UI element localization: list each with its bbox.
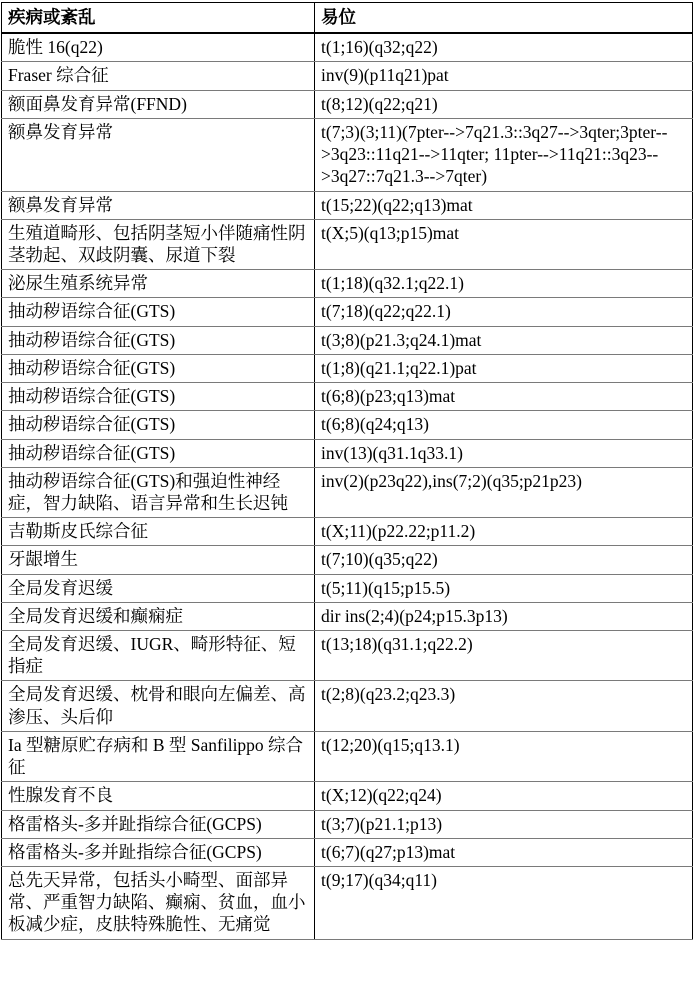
cell-disorder: 总先天异常，包括头小畸型、面部异常、严重智力缺陷、癫痫、贫血，血小板减少症，皮肤特殊脆性、无痛觉 [2, 867, 315, 940]
cell-disorder: 吉勒斯皮氏综合征 [2, 518, 315, 546]
cell-disorder: 格雷格头-多并趾指综合征(GCPS) [2, 838, 315, 866]
cell-translocation: t(15;22)(q22;q13)mat [315, 191, 693, 219]
table-row [2, 62, 693, 90]
table-row [2, 90, 693, 118]
table-row [2, 782, 693, 810]
cell-disorder: 性腺发育不良 [2, 782, 315, 810]
cell-disorder: 脆性 16(q22) [2, 33, 315, 62]
table-body [2, 33, 693, 939]
table-row [2, 33, 693, 62]
cell-disorder: 全局发育迟缓和癫痫症 [2, 602, 315, 630]
cell-disorder: 生殖道畸形、包括阴茎短小伴随痛性阴茎勃起、双歧阴囊、尿道下裂 [2, 219, 315, 269]
cell-disorder: 抽动秽语综合征(GTS) [2, 439, 315, 467]
cell-translocation: t(3;7)(p21.1;p13) [315, 810, 693, 838]
cell-translocation: t(9;17)(q34;q11) [315, 867, 693, 940]
cell-translocation: t(5;11)(q15;p15.5) [315, 574, 693, 602]
table-row [2, 631, 693, 681]
cell-disorder: 抽动秽语综合征(GTS)和强迫性神经症，智力缺陷、语言异常和生长迟钝 [2, 467, 315, 517]
table-row [2, 219, 693, 269]
cell-translocation: t(6;7)(q27;p13)mat [315, 838, 693, 866]
table-header-row [2, 3, 693, 34]
table-row [2, 681, 693, 731]
cell-translocation: t(X;12)(q22;q24) [315, 782, 693, 810]
cell-translocation: t(7;10)(q35;q22) [315, 546, 693, 574]
table-row [2, 439, 693, 467]
cell-disorder: 额面鼻发育异常(FFND) [2, 90, 315, 118]
table-row [2, 354, 693, 382]
cell-disorder: 抽动秽语综合征(GTS) [2, 354, 315, 382]
cell-translocation: t(X;5)(q13;p15)mat [315, 219, 693, 269]
cell-disorder: 全局发育迟缓 [2, 574, 315, 602]
column-header-translocation: 易位 [315, 3, 693, 34]
cell-disorder: 格雷格头-多并趾指综合征(GCPS) [2, 810, 315, 838]
cell-translocation: inv(13)(q31.1q33.1) [315, 439, 693, 467]
cell-translocation: dir ins(2;4)(p24;p15.3p13) [315, 602, 693, 630]
table-row [2, 731, 693, 781]
table-row [2, 118, 693, 191]
table-row [2, 574, 693, 602]
cell-translocation: t(3;8)(p21.3;q24.1)mat [315, 326, 693, 354]
cell-translocation: t(X;11)(p22.22;p11.2) [315, 518, 693, 546]
table-row [2, 467, 693, 517]
cell-translocation: t(6;8)(q24;q13) [315, 411, 693, 439]
table-row [2, 838, 693, 866]
cell-translocation: t(7;3)(3;11)(7pter-->7q21.3::3q27-->3qter;3pter-->3q23::11q21-->11qter; 11pter-->11q21::3q23-->3q27::7q21.3-->7qter) [315, 118, 693, 191]
cell-disorder: Ia 型糖原贮存病和 B 型 Sanfilippo 综合征 [2, 731, 315, 781]
table-row [2, 810, 693, 838]
cell-translocation: inv(9)(p11q21)pat [315, 62, 693, 90]
column-header-disorder: 疾病或紊乱 [2, 3, 315, 34]
cell-translocation: t(13;18)(q31.1;q22.2) [315, 631, 693, 681]
cell-translocation: t(1;8)(q21.1;q22.1)pat [315, 354, 693, 382]
cell-disorder: 全局发育迟缓、枕骨和眼向左偏差、高渗压、头后仰 [2, 681, 315, 731]
disorder-translocation-table [1, 2, 693, 940]
table-row [2, 602, 693, 630]
table-header [2, 3, 693, 34]
cell-disorder: 抽动秽语综合征(GTS) [2, 326, 315, 354]
table-row [2, 270, 693, 298]
cell-disorder: 抽动秽语综合征(GTS) [2, 411, 315, 439]
cell-translocation: inv(2)(p23q22),ins(7;2)(q35;p21p23) [315, 467, 693, 517]
cell-disorder: 泌尿生殖系统异常 [2, 270, 315, 298]
cell-translocation: t(1;18)(q32.1;q22.1) [315, 270, 693, 298]
table-row [2, 326, 693, 354]
table-row [2, 518, 693, 546]
cell-disorder: 抽动秽语综合征(GTS) [2, 383, 315, 411]
cell-translocation: t(1;16)(q32;q22) [315, 33, 693, 62]
table-row [2, 298, 693, 326]
cell-disorder: 额鼻发育异常 [2, 118, 315, 191]
cell-disorder: 全局发育迟缓、IUGR、畸形特征、短指症 [2, 631, 315, 681]
cell-disorder: 抽动秽语综合征(GTS) [2, 298, 315, 326]
table-row [2, 546, 693, 574]
cell-disorder: 牙龈增生 [2, 546, 315, 574]
cell-disorder: Fraser 综合征 [2, 62, 315, 90]
cell-translocation: t(2;8)(q23.2;q23.3) [315, 681, 693, 731]
cell-translocation: t(8;12)(q22;q21) [315, 90, 693, 118]
cell-translocation: t(7;18)(q22;q22.1) [315, 298, 693, 326]
cell-disorder: 额鼻发育异常 [2, 191, 315, 219]
cell-translocation: t(12;20)(q15;q13.1) [315, 731, 693, 781]
table-row [2, 383, 693, 411]
cell-translocation: t(6;8)(p23;q13)mat [315, 383, 693, 411]
table-row [2, 867, 693, 940]
document-page [0, 2, 693, 1002]
table-row [2, 191, 693, 219]
table-row [2, 411, 693, 439]
